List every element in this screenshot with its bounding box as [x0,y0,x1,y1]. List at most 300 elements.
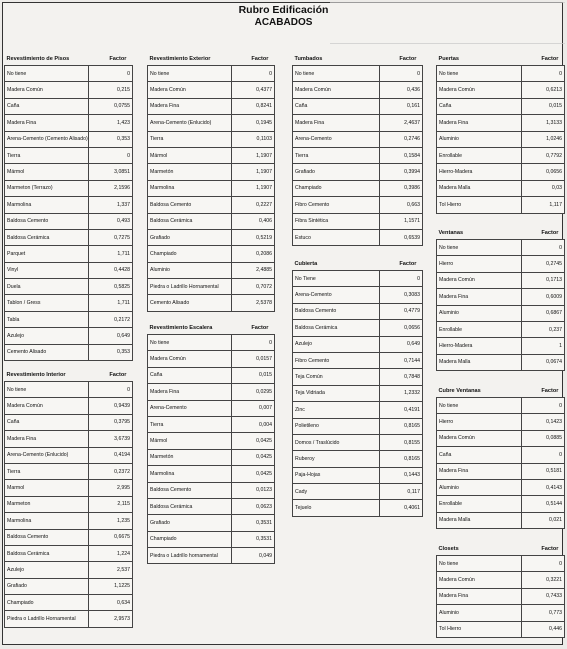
table-row [5,447,133,463]
factor-value: 0,649 [89,328,133,344]
factor-value: 0 [522,556,565,572]
table-tumbados [292,53,423,246]
item-label: Fibro Cemento [293,197,380,213]
factor-value: 0,446 [522,621,565,637]
factor-value: 0,1713 [522,272,565,288]
item-label: Enrollable [437,496,522,512]
factor-value: 1,711 [89,295,133,311]
item-label: Marmolina [148,180,232,196]
factor-value: 1,337 [89,197,133,213]
table-row [437,588,565,604]
item-label: Tejuelo [293,500,380,516]
factor-value: 0,406 [232,213,275,229]
factor-value: 0,436 [380,82,423,98]
table-row [437,197,565,213]
table-row [5,382,133,398]
factor-value: 0 [89,147,133,163]
item-label: Caña [437,447,522,463]
factor-value: 1,235 [89,513,133,529]
table-title: Revestimiento de Pisos [6,56,70,62]
factor-value: 1,117 [522,197,565,213]
table-row [148,482,275,498]
table-row [148,66,275,82]
table-row [437,164,565,180]
factor-value: 0,3531 [232,515,275,531]
table-row [437,621,565,637]
factor-value: 0,8165 [380,451,423,467]
factor-value: 0,663 [380,197,423,213]
table-row [148,197,275,213]
item-label: Madera Común [5,398,89,414]
table-row [437,305,565,321]
factor-value: 0,015 [522,98,565,114]
item-label: Madera Malla [437,512,522,528]
item-label: Ruberoy [293,451,380,467]
table-row [148,262,275,278]
factor-value: 0,117 [380,484,423,500]
table-row [148,367,275,383]
factor-value: 0,3795 [89,414,133,430]
factor-value: 0,0295 [232,384,275,400]
table-row [293,98,423,114]
factor-value: 0,8241 [232,98,275,114]
table-row [148,147,275,163]
table-row [148,229,275,245]
factor-value: 0,1103 [232,131,275,147]
table-row [5,66,133,82]
factor-value: 0,1423 [522,414,565,430]
table-row [437,354,565,370]
table-row [437,147,565,163]
table-row [293,115,423,131]
item-label: Madera Fina [148,384,232,400]
table-row [148,213,275,229]
factor-value: 1,1907 [232,164,275,180]
factor-header: Factor [541,388,559,394]
item-label: Baldosa Cemento [148,482,232,498]
factor-value: 0,773 [522,605,565,621]
item-label: Baldosa Cemento [148,197,232,213]
item-label: Caña [437,98,522,114]
item-label: Arena-Cemento [293,287,380,303]
item-label: Marmeton [5,496,89,512]
table-row [293,467,423,483]
table-row [437,115,565,131]
item-label: Marmetón [148,449,232,465]
factor-value: 0,021 [522,512,565,528]
item-label: Tierra [148,416,232,432]
factor-value: 0,7144 [380,352,423,368]
factor-value: 1,1571 [380,213,423,229]
table-row [293,147,423,163]
item-label: Baldosa Cerámica [5,229,89,245]
table-row [148,384,275,400]
item-label: Caña [5,414,89,430]
table-row [148,416,275,432]
item-label: Marmol [5,480,89,496]
item-label: Fibro Cemento [293,352,380,368]
table-row [293,287,423,303]
table-title: Revestimiento Interior [6,372,66,378]
factor-value: 0,0656 [380,320,423,336]
table-row [5,529,133,545]
factor-value: 0,3986 [380,180,423,196]
table-row [5,115,133,131]
table-row [5,98,133,114]
table-row [148,180,275,196]
factor-header: Factor [399,56,417,62]
table-row [293,180,423,196]
factor-value: 2,1596 [89,180,133,196]
factor-value: 1,1907 [232,180,275,196]
factor-value: 0 [380,66,423,82]
item-label: Baldosa Cerámica [148,498,232,514]
item-label: Caña [148,367,232,383]
document-subtitle: ACABADOS [254,17,313,28]
item-label: Grafiado [148,515,232,531]
item-label: Cady [293,484,380,500]
item-label: Estuco [293,229,380,245]
factor-value: 0,6867 [522,305,565,321]
factor-value: 0 [522,398,565,414]
item-label: Tierra [293,147,380,163]
item-label: Grafiado [293,164,380,180]
item-label: No tiene [437,398,522,414]
item-label: Hierro [437,414,522,430]
factor-value: 0,215 [89,82,133,98]
item-label: Madera Fina [437,115,522,131]
table-puertas [436,53,565,214]
item-label: Tierra [148,131,232,147]
table-row [148,548,275,564]
item-label: Madera Común [293,82,380,98]
item-label: Grafiado [148,229,232,245]
factor-value: 0,4061 [380,500,423,516]
item-label: Marmolina [148,466,232,482]
item-label: Aluminio [437,305,522,321]
item-label: Marmolina [5,513,89,529]
item-label: Azulejo [5,328,89,344]
table-title: Puertas [438,56,460,62]
factor-header: Factor [541,546,559,552]
item-label: Madera Común [437,430,522,446]
item-label: No Tiene [293,271,380,287]
factor-value: 0,5219 [232,229,275,245]
item-label: Enrollable [437,147,522,163]
factor-value: 0,634 [89,595,133,611]
item-label: Champiado [148,531,232,547]
factor-value: 0 [522,240,565,256]
table-row [148,531,275,547]
factor-value: 0,2372 [89,463,133,479]
item-label: Mármol [5,164,89,180]
factor-value: 0,007 [232,400,275,416]
table-row [5,414,133,430]
factor-value: 0,0425 [232,449,275,465]
factor-value: 1,1225 [89,578,133,594]
table-row [148,335,275,351]
table-row [293,402,423,418]
factor-value: 0,161 [380,98,423,114]
item-label: Grafiado [5,578,89,594]
table-row [437,414,565,430]
table-row [437,66,565,82]
table-row [437,82,565,98]
item-label: Marmolina [5,197,89,213]
table-revestimiento-interior [4,369,133,628]
table-row [5,164,133,180]
factor-value: 0,237 [522,321,565,337]
item-label: No tiene [293,66,380,82]
factor-value: 0,0656 [522,164,565,180]
factor-value: 0 [522,447,565,463]
item-label: Arena-Cemento (Cemento Alisado) [5,131,89,147]
table-row [293,131,423,147]
item-label: Cemento Alisado [148,295,232,311]
table-row [5,131,133,147]
item-label: No tiene [148,335,232,351]
item-label: Parquet [5,246,89,262]
factor-header: Factor [251,325,269,331]
item-label: Arena-Cemento [293,131,380,147]
item-label: No tiene [148,66,232,82]
item-label: No tiene [437,556,522,572]
item-label: Madera Fina [5,115,89,131]
factor-value: 0,2086 [232,246,275,262]
factor-value: 2,115 [89,496,133,512]
item-label: Madera Malla [437,354,522,370]
table-row [437,572,565,588]
item-label: Baldosa Cemento [293,303,380,319]
factor-value: 0,0674 [522,354,565,370]
table-row [293,451,423,467]
item-label: Aluminio [437,131,522,147]
item-label: Azulejo [293,336,380,352]
table-closets [436,543,565,638]
item-label: Mármol [148,433,232,449]
item-label: Teja Vidriada [293,385,380,401]
factor-value: 0,5144 [522,496,565,512]
table-row [5,513,133,529]
item-label: No tiene [437,240,522,256]
table-cubre-ventanas [436,385,565,529]
factor-value: 3,6739 [89,431,133,447]
factor-header: Factor [109,56,127,62]
table-row [437,338,565,354]
factor-value: 0 [522,66,565,82]
table-row [293,484,423,500]
table-row [5,480,133,496]
table-ventanas [436,227,565,371]
item-label: Caña [293,98,380,114]
item-label: Piedra o Ladrillo hornamental [148,548,232,564]
factor-value: 0,9439 [89,398,133,414]
table-row [293,385,423,401]
table-row [437,272,565,288]
table-row [293,82,423,98]
table-row [148,115,275,131]
factor-value: 1,3133 [522,115,565,131]
factor-value: 0,004 [232,416,275,432]
item-label: Champiado [293,180,380,196]
table-row [293,229,423,245]
factor-value: 0,1945 [232,115,275,131]
item-label: No tiene [5,382,89,398]
table-row [148,246,275,262]
table-row [5,147,133,163]
table-revestimiento-exterior [147,53,275,312]
item-label: Teja Común [293,369,380,385]
table-row [5,562,133,578]
factor-value: 0,3531 [232,531,275,547]
table-row [293,336,423,352]
factor-value: 1,423 [89,115,133,131]
factor-value: 0,353 [89,131,133,147]
item-label: Madera Común [437,272,522,288]
table-title: Tumbados [294,56,323,62]
table-row [293,434,423,450]
factor-value: 0,4143 [522,479,565,495]
factor-value: 3,0851 [89,164,133,180]
factor-value: 0,0123 [232,482,275,498]
table-row [437,256,565,272]
table-row [437,289,565,305]
table-row [437,321,565,337]
factor-value: 0,2227 [232,197,275,213]
table-row [293,271,423,287]
item-label: Caña [5,98,89,114]
factor-value: 0,2172 [89,311,133,327]
factor-value: 2,537 [89,562,133,578]
table-row [293,352,423,368]
factor-value: 1,1907 [232,147,275,163]
factor-value: 0 [232,335,275,351]
factor-value: 2,5378 [232,295,275,311]
table-row [148,400,275,416]
factor-value: 0,3221 [522,572,565,588]
table-row [148,279,275,295]
item-label: Aluminio [437,479,522,495]
table-row [5,295,133,311]
item-label: Aluminio [437,605,522,621]
table-row [148,466,275,482]
item-label: Madera Común [5,82,89,98]
factor-value: 0,5825 [89,279,133,295]
item-label: Tierra [5,463,89,479]
table-row [437,479,565,495]
factor-value: 2,4637 [380,115,423,131]
factor-value: 0,0885 [522,430,565,446]
table-row [5,246,133,262]
table-row [148,515,275,531]
factor-value: 0,0157 [232,351,275,367]
item-label: Marmetón [148,164,232,180]
item-label: Zinc [293,402,380,418]
table-row [293,66,423,82]
table-row [148,131,275,147]
table-row [293,303,423,319]
table-title: Closets [438,546,459,552]
item-label: Madera Fina [148,98,232,114]
table-row [437,605,565,621]
item-label: Madera Común [148,351,232,367]
item-label: Azulejo [5,562,89,578]
item-label: Polietileno [293,418,380,434]
factor-value: 0,1443 [380,467,423,483]
table-row [437,430,565,446]
table-cubierta [292,258,423,517]
factor-value: 1 [522,338,565,354]
item-label: Tablon / Gress [5,295,89,311]
item-label: Duela [5,279,89,295]
table-row [5,82,133,98]
factor-value: 0,7275 [89,229,133,245]
table-row [5,398,133,414]
item-label: Madera Común [437,82,522,98]
table-row [437,98,565,114]
factor-value: 0,0755 [89,98,133,114]
table-row [437,398,565,414]
factor-value: 0,015 [232,367,275,383]
factor-value: 0,6539 [380,229,423,245]
item-label: Arena-Cemento (Enlucido) [148,115,232,131]
item-label: Baldosa Cemento [5,529,89,545]
table-row [437,447,565,463]
factor-value: 0,7848 [380,369,423,385]
item-label: Hierro-Madera [437,338,522,354]
factor-value: 1,711 [89,246,133,262]
table-row [148,164,275,180]
table-revestimiento-escalera [147,322,275,564]
item-label: Baldosa Cerámica [5,545,89,561]
item-label: Madera Fina [5,431,89,447]
factor-value: 0,4191 [380,402,423,418]
table-row [293,418,423,434]
table-row [5,431,133,447]
table-row [5,611,133,627]
table-row [293,197,423,213]
item-label: Tabla [5,311,89,327]
factor-value: 0,493 [89,213,133,229]
table-row [293,213,423,229]
table-row [437,180,565,196]
factor-value: 0 [89,382,133,398]
factor-value: 0,3083 [380,287,423,303]
factor-header: Factor [251,56,269,62]
factor-value: 0,3994 [380,164,423,180]
factor-value: 0,4779 [380,303,423,319]
factor-value: 0,8165 [380,418,423,434]
table-row [437,556,565,572]
table-row [5,496,133,512]
item-label: Baldosa Cerámica [293,320,380,336]
factor-value: 0,4377 [232,82,275,98]
item-label: Madera Común [437,572,522,588]
table-title: Ventanas [438,230,464,236]
table-row [148,82,275,98]
factor-value: 0,2745 [522,256,565,272]
item-label: Fibra Sintética [293,213,380,229]
item-label: Champiado [5,595,89,611]
factor-value: 2,995 [89,480,133,496]
item-label: Arena-Cemento [148,400,232,416]
item-label: Domos / Traslúcido [293,434,380,450]
factor-value: 0,649 [380,336,423,352]
item-label: Champiado [148,246,232,262]
table-row [148,295,275,311]
table-row [437,240,565,256]
table-row [148,449,275,465]
